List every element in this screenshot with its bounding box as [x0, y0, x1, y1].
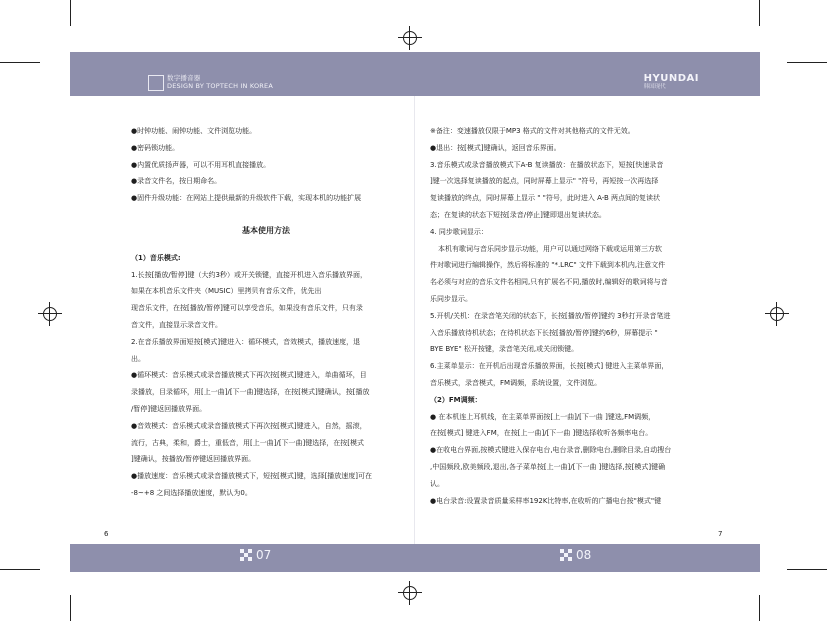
music-mode-title: （1）音乐模式:	[131, 253, 181, 262]
left-page-content	[131, 123, 401, 502]
right-page-number: 7	[718, 530, 723, 538]
brand-left-line1: 数字播音器	[167, 74, 201, 82]
paragraph-line: 1.长按[播放/暂停]键（大约3秒）或开关锁键，直接开机进入音乐播放界面，	[131, 270, 367, 279]
fm-line: ●电台录音:设置录音质量采样率192K比特率,在收听的广播电台按"模式"键	[430, 496, 662, 505]
feature-item: ●时钟功能、闹钟功能、文件浏览功能。	[131, 127, 257, 135]
paragraph-line: BYE BYE" 松开按键，录音笔关闭,或关闭锁键。	[430, 345, 579, 354]
footer-band	[70, 544, 760, 572]
paragraph-line: -8~+8 之间选择播放速度，默认为0。	[131, 488, 252, 497]
hyundai-logo: HYUNDAI	[643, 73, 699, 84]
left-page-tab-label: 07	[256, 548, 272, 562]
fm-line: 在按[模式] 键进入FM，在按[上一曲]/[下一曲 ]键选择收听各频率电台。	[430, 429, 653, 438]
paragraph-line: ※备注：变速播放仅限于MP3 格式的文件对其他格式的文件无效。	[430, 127, 635, 135]
paragraph-line: 态；在复读的状态下短按[录音/停止]键即退出复读状态。	[430, 210, 606, 219]
paragraph-line: 2.在音乐播放界面短按[模式]键进入：循环模式，音效模式，播放速度，退	[131, 337, 361, 346]
left-page-number: 6	[104, 530, 109, 538]
brand-left-text	[167, 74, 273, 90]
paragraph-line: 录播放，目录循环，用[上一曲]/[下一曲]键选择，在按[模式]键确认，按[播放	[131, 388, 370, 397]
grid-icon	[560, 549, 572, 561]
feature-item: ●密码锁功能。	[131, 143, 180, 152]
crop-mark-top-left-v	[70, 0, 71, 26]
fm-title: （2）FM调频：	[430, 395, 482, 404]
registration-mark-left	[38, 302, 62, 326]
paragraph-line: 如果在本机音乐文件夹（MUSIC）里拷贝有音乐文件，优先出	[131, 287, 322, 296]
brand-right	[644, 73, 699, 91]
brand-left-line2: DESIGN BY TOPTECH IN KOREA	[167, 82, 273, 90]
paragraph-line: 5.开机/关机：在录音笔关闭的状态下，长按[播放/暂停]键约 3秒打开录音笔进	[430, 311, 671, 320]
paragraph-line: /暂停]键返回播放界面。	[131, 404, 207, 413]
lyrics-line: 名必须与对应的音乐文件名相同,只有扩展名不同,播放时,编辑好的歌词将与音	[430, 278, 668, 287]
paragraph-line: ]键确认，按播放/暂停键返回播放界面。	[131, 455, 256, 464]
paragraph-line: ●音效模式：音乐模式或录音播放模式下再次按[模式]键进入，自然，摇滚，	[131, 421, 367, 430]
registration-mark-bottom	[398, 581, 422, 605]
crop-mark-top-right-v	[759, 0, 760, 26]
registration-mark-right	[765, 302, 789, 326]
fm-line: ●在收电台界面,按模式键进入保存电台,电台录音,删除电台,删除目录,自动搜台	[430, 446, 672, 455]
center-fold	[414, 96, 415, 544]
grid-icon	[240, 549, 252, 561]
feature-item: ●内置优质扬声器，可以不用耳机直接播放。	[131, 160, 271, 169]
fm-line: ,中国频段,欧美频段,退出,各子菜单按[上一曲]/[下一曲 ]键选择,按[模式]键确	[430, 462, 666, 471]
crop-mark-top-left-h	[0, 62, 40, 63]
crop-mark-top-right-h	[787, 62, 827, 63]
paragraph-line: 3.音乐模式或录音播放模式下A-B 复读播放：在播放状态下，短按[快速录音	[430, 160, 664, 169]
paragraph-line: ●播放速度：音乐模式或录音播放模式下，短按[模式]键，选择[播放速度]可在	[131, 472, 373, 481]
paragraph-line: 音文件，直接显示录音文件。	[131, 320, 222, 329]
paragraph-line: 复读播放的终点，同时屏幕上显示 " "符号，此时进入 A-B 两点间的复读状	[430, 194, 661, 203]
paragraph-line: 现音乐文件，在按[播放/暂停]键可以享受音乐，如果没有音乐文件，只有录	[131, 304, 363, 313]
section-title: 基本使用方法	[242, 225, 290, 235]
lyrics-line: 件对歌词进行编辑操作，然后将标准的 "*.LRC" 文件下载到本机内,注意文件	[430, 261, 666, 270]
hyundai-sub: 韩国现代	[643, 84, 666, 90]
fm-line: 认。	[430, 479, 444, 488]
lyrics-line: 本机有歌词与音乐同步显示功能，用户可以通过网络下载或运用第三方软	[438, 244, 662, 253]
paragraph-line: 流行，古典，柔和，爵士，重低音，用[上一曲]/[下一曲]键选择，在按[模式	[131, 438, 365, 447]
paragraph-line: ]键一次选择复读播放的起点，同时屏幕上显示" "符号，再短按一次再选择	[430, 177, 659, 186]
crop-mark-bottom-right-h	[787, 569, 827, 570]
lyrics-line: 乐同步显示。	[430, 294, 472, 303]
right-page-tab	[560, 548, 591, 562]
paragraph-line: 入音乐播放待机状态；在待机状态下长按[播放/暂停]键约6秒，屏幕提示 "	[430, 328, 658, 337]
paragraph-line: 6.主菜单显示：在开机后出现音乐播放界面，长按[模式] 键进入主菜单界面，	[430, 362, 669, 371]
left-page-tab	[240, 548, 271, 562]
brand-logo-box	[148, 75, 164, 91]
crop-mark-bottom-left-v	[70, 595, 71, 621]
right-page-tab-label: 08	[576, 548, 592, 562]
paragraph-line: 4. 同步歌词显示：	[430, 227, 488, 236]
paragraph-line: 音乐模式，录音模式，FM调频，系统设置，文件浏览。	[430, 378, 602, 387]
crop-mark-bottom-left-h	[0, 569, 40, 570]
feature-item: ●录音文件名，按日期命名。	[131, 177, 222, 186]
paragraph-line: ●循环模式：音乐模式或录音播放模式下再次按[模式]键进入，单曲循环，目	[131, 371, 367, 380]
crop-mark-bottom-right-v	[759, 595, 760, 621]
right-page-content	[430, 123, 706, 509]
feature-item: ●固件升级功能：在网站上提供最新的升级软件下载，实现本机的功能扩展	[131, 194, 362, 203]
paragraph-line: ●退出：按[模式]键确认，返回音乐界面。	[430, 143, 561, 152]
fm-line: ● 在本机连上耳机线，在主菜单界面按[上一曲]/[下一曲 ]键选,FM调频，	[430, 412, 656, 421]
registration-mark-top	[398, 26, 422, 50]
paragraph-line: 出。	[131, 354, 145, 363]
